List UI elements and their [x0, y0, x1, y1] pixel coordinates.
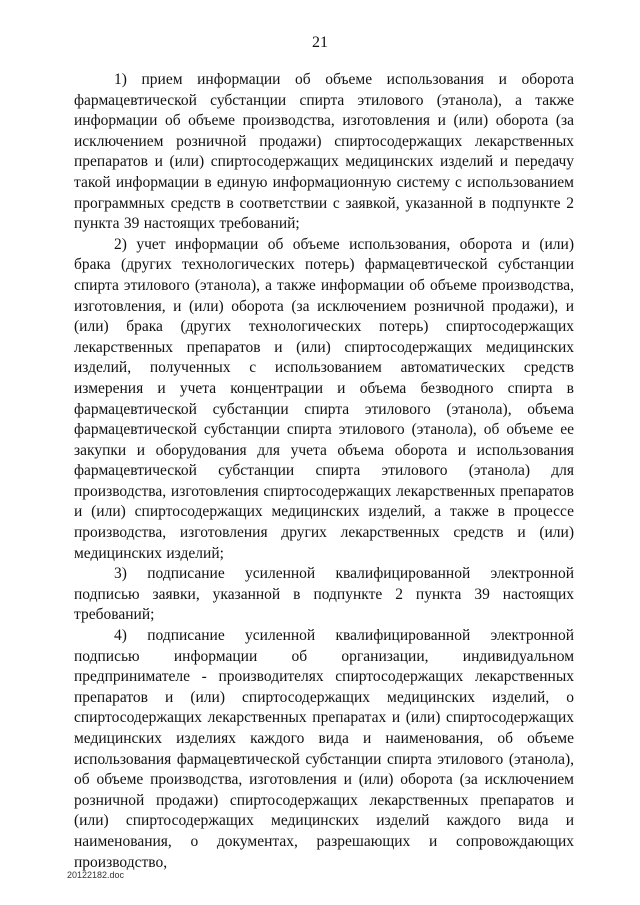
page-number: 21: [312, 34, 328, 51]
document-body: [74, 68, 574, 873]
paragraph-item-4: 4) подписание усиленной квалифицированной электронной подписью информации об организации, индивидуальном предпринимателе - производителях спиртосодержащих лекарственных препаратов и (или) спиртосодержащих медицинских изделий, о спиртосодержащих лекарственных препаратах и (или) спиртосодержащих медицинских изделиях каждого вида и наименования, об объеме использования фармацевтической субстанции спирта этилового (этанола), об объеме производства, изготовления и (или) оборота (за исключением розничной продажи) спиртосодержащих лекарственных препаратов и (или) спиртосодержащих медицинских изделий каждого вида и наименования, о документах, разрешающих и сопровождающих производство,: [74, 627, 574, 871]
paragraph-item-2: 2) учет информации об объеме использования, оборота и (или) брака (других технологических потерь) фармацевтической субстанции спирта этилового (этанола), а также информации об объеме производства, изготовления, и (или) оборота (за исключением розничной продажи), и (или) брака (других технологических потерь) спиртосодержащих лекарственных препаратов и (или) спиртосодержащих медицинских изделий, полученных с использованием автоматических средств измерения и учета концентрации и объема безводного спирта в фармацевтической субстанции спирта этилового (этанола), объема фармацевтической субстанции спирта этилового (этанола), об объеме ее закупки и оборудования для учета объема оборота и использования фармацевтической субстанции спирта этилового (этанола) для производства, изготовления спиртосодержащих лекарственных препаратов и (или) спиртосодержащих медицинских изделий, а также в процессе производства, изготовления других лекарственных средств и (или) медицинских изделий;: [74, 235, 574, 562]
paragraph-item-1: 1) прием информации об объеме использования и оборота фармацевтической субстанции спирта этилового (этанола), а также информации об объеме производства, изготовления и (или) оборота (за исключением розничной продажи) спиртосодержащих лекарственных препаратов и (или) спиртосодержащих медицинских изделий и передачу такой информации в единую информационную систему с использованием программных средств в соответствии с заявкой, указанной в подпункте 2 пункта 39 настоящих требований;: [74, 71, 574, 233]
footer-file-code: 20122182.doc: [67, 870, 125, 880]
paragraph-item-3: 3) подписание усиленной квалифицированной электронной подписью заявки, указанной в подпункте 2 пункта 39 настоящих требований;: [74, 565, 574, 624]
